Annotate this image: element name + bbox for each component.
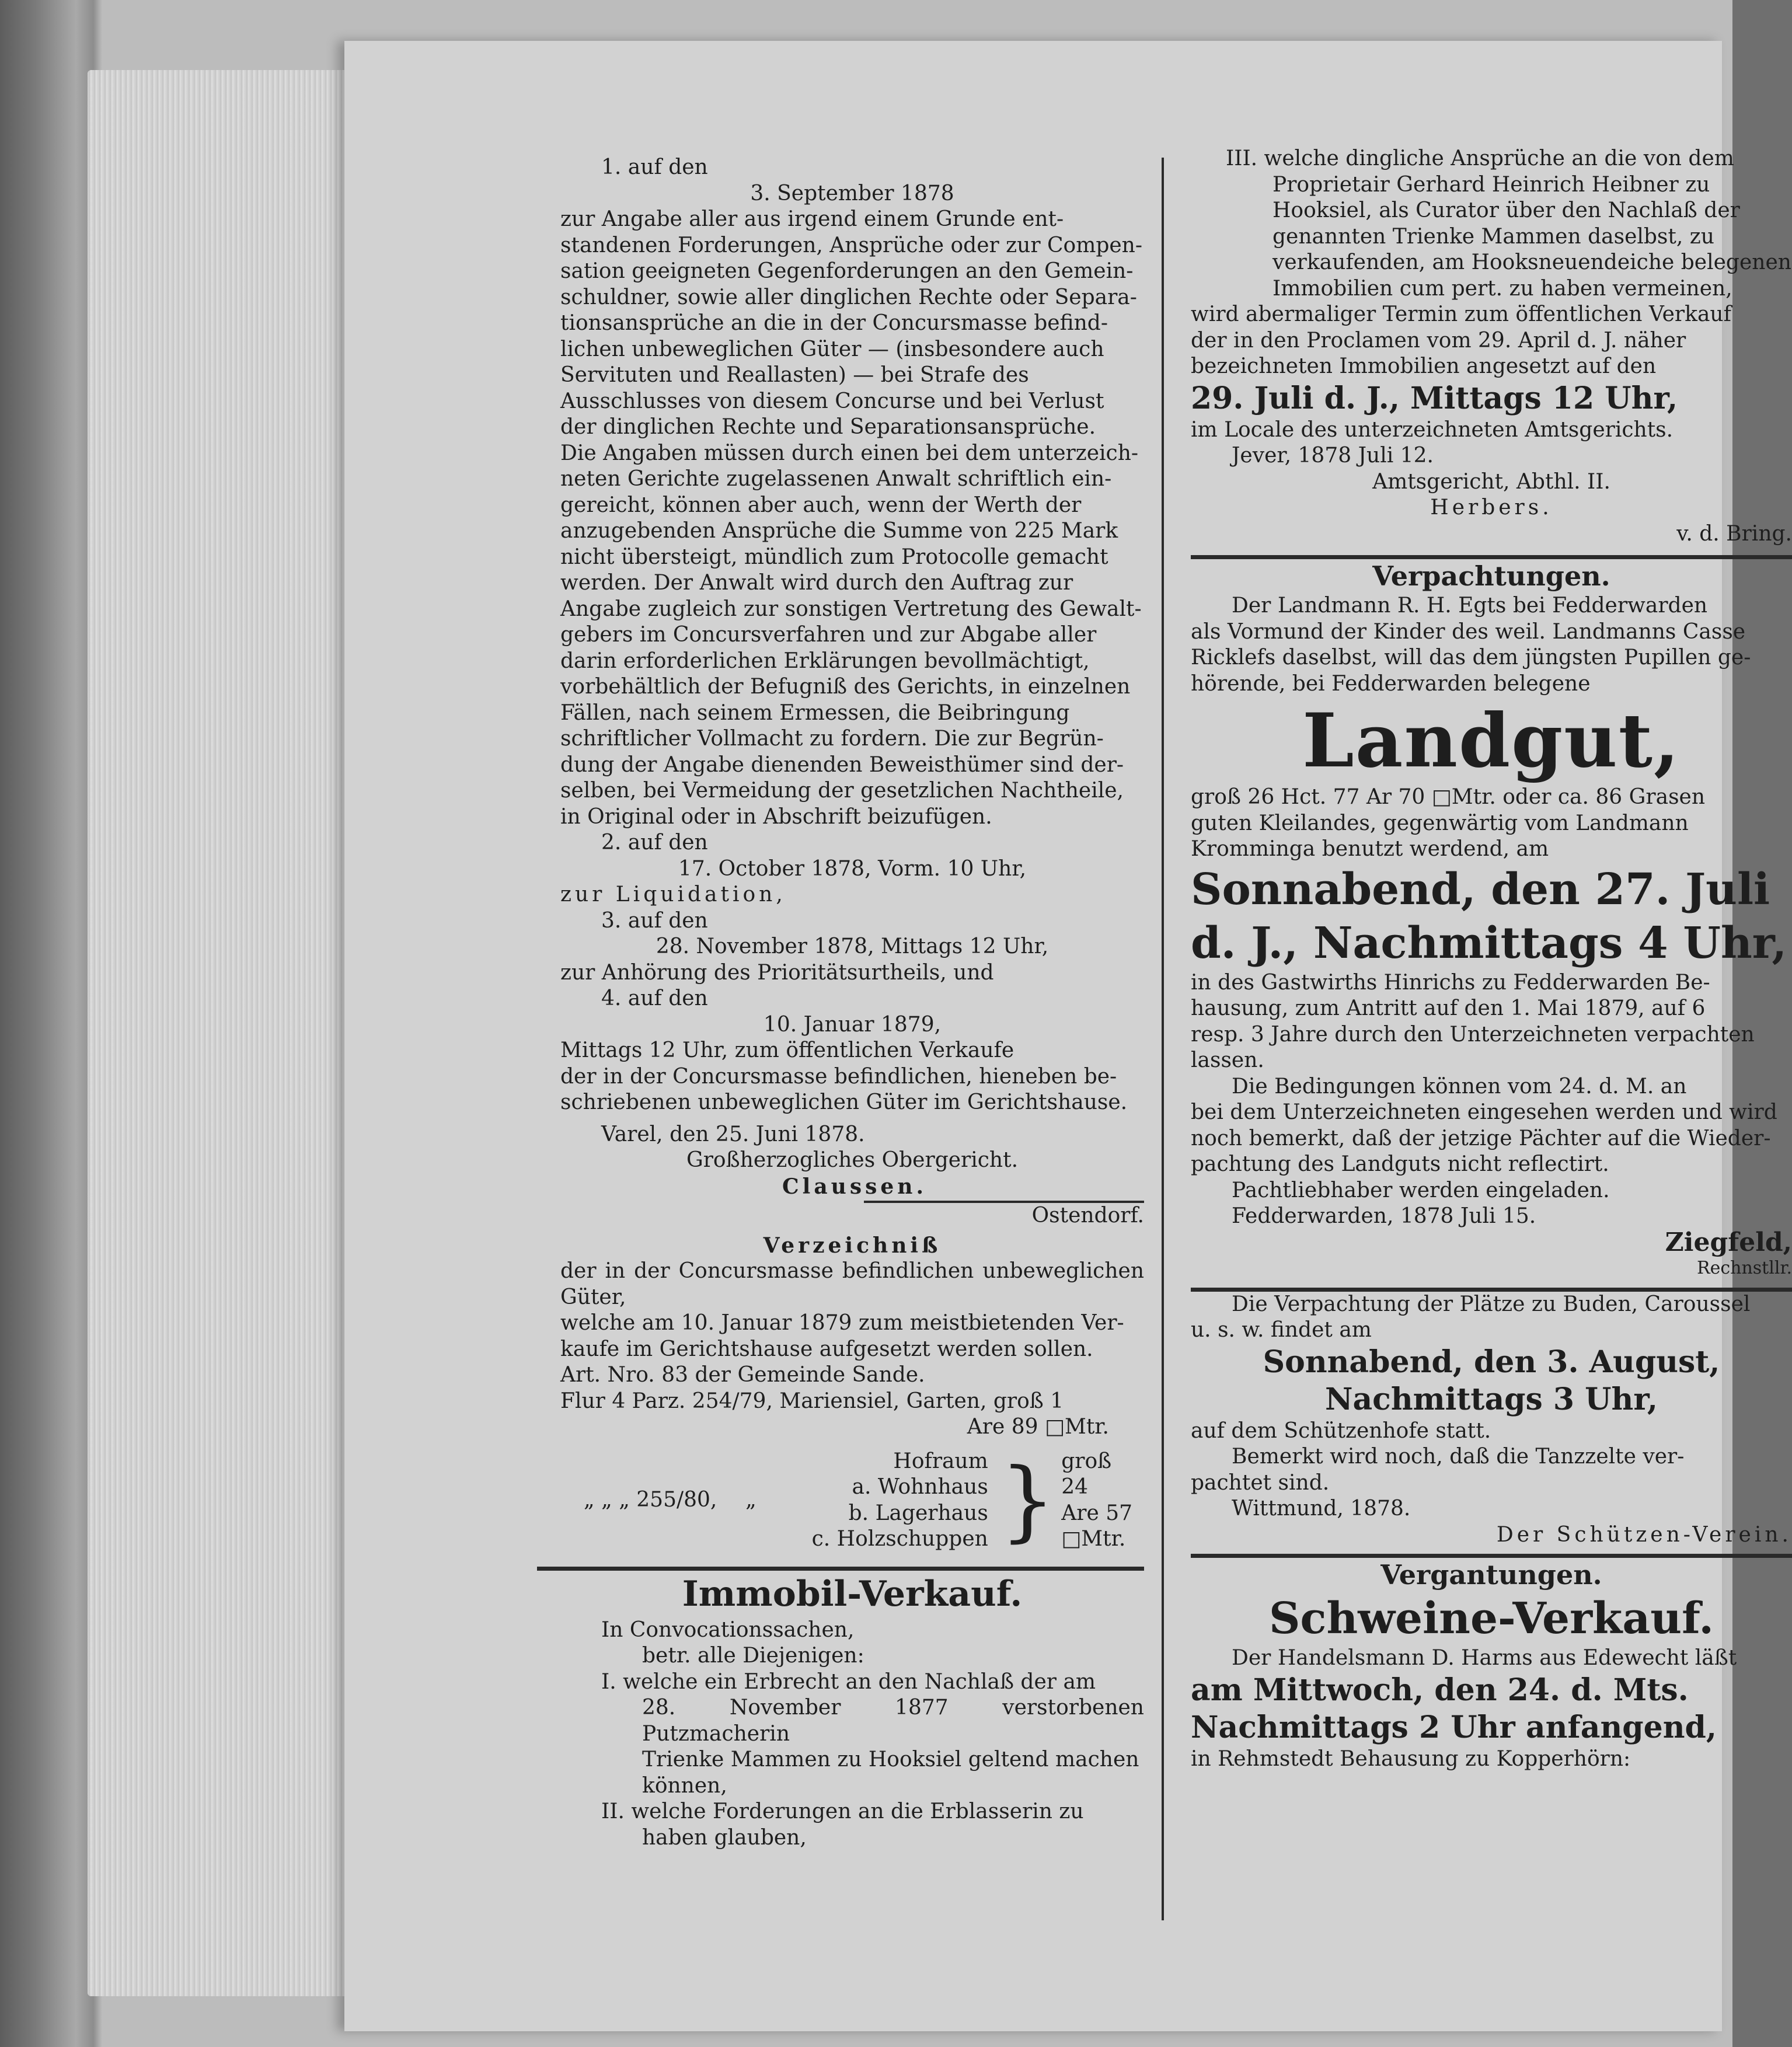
section-rule — [1191, 555, 1792, 559]
verzeichnis-title: Verzeichniß — [763, 1233, 942, 1258]
term1-line: vorbehältlich der Befugniß des Gerichts, in einzelnen — [560, 675, 1131, 699]
fedderwarden-date: Fedderwarden, 1878 Juli 15. — [1232, 1204, 1536, 1228]
verzeichnis-line: welche am 10. Januar 1879 zum meistbietenden Ver- — [560, 1311, 1124, 1335]
schuetzen-verein: Der Schützen-Verein. — [1496, 1522, 1792, 1547]
term1-line: schuldner, sowie aller dinglichen Rechte oder Separa- — [560, 285, 1137, 309]
jever-date: Jever, 1878 Juli 12. — [1232, 444, 1434, 468]
landgut-place-line: resp. 3 Jahre durch den Unterzeichneten verpachten — [1191, 1022, 1755, 1047]
landgut-title: Landgut, — [1302, 698, 1681, 784]
landgut-place-line: hausung, zum Antritt auf den 1. Mai 1879, auf 6 — [1191, 996, 1706, 1020]
newspaper-page — [344, 41, 1792, 2031]
term2-date: 17. October 1878, Vorm. 10 Uhr, — [678, 856, 1027, 881]
schweine-title: Schweine-Verkauf. — [1268, 1593, 1714, 1644]
term2 — [560, 830, 1144, 1116]
term4-line: Mittags 12 Uhr, zum öffentlichen Verkaufe — [560, 1038, 1014, 1062]
buden-section — [1191, 1292, 1792, 1344]
term2-num: 2. auf den — [601, 831, 708, 855]
immobil-I-line: I. welche ein Erbrecht an den Nachlaß der am — [601, 1669, 1096, 1694]
term1-line: selben, bei Vermeidung der gesetzlichen Nachtheile, — [560, 779, 1124, 803]
schweine-place-line: in Rehmstedt Behausung zu Kopperhörn: — [1191, 1746, 1631, 1771]
landgut-place-line: in des Gastwirths Hinrichs zu Fedderwarden Be- — [1191, 970, 1710, 995]
immobil-location: im Locale des unterzeichneten Amtsgerichts. — [1191, 417, 1674, 442]
landgut-cond-line: bei dem Unterzeichneten eingesehen werden und wird — [1191, 1100, 1777, 1124]
wittmund-date: Wittmund, 1878. — [1232, 1497, 1411, 1521]
immobil-section — [560, 1571, 1144, 1851]
term1-line: werden. Der Anwalt wird durch den Auftrag zur — [560, 571, 1073, 595]
buden-place: auf dem Schützenhofe statt. — [1191, 1418, 1491, 1443]
immobil-I-line: Trienke Mammen zu Hooksiel geltend machen — [642, 1748, 1139, 1771]
place-date: Varel, den 25. Juni 1878. — [601, 1122, 865, 1146]
term1-line: Fällen, nach seinem Ermessen, die Beibringung — [560, 700, 1070, 725]
term1-line: Angabe zugleich zur sonstigen Vertretung des Gewalt- — [560, 597, 1142, 621]
verpachtungen-title: Verpachtungen. — [1372, 560, 1610, 592]
term1-line: darin erforderlichen Erklärungen bevollmächtigt, — [560, 648, 1090, 673]
term1-line: Ausschlusses von diesem Concurse und bei Verlust — [560, 389, 1104, 413]
left-column — [560, 155, 1144, 1851]
buden-note: Bemerkt wird noch, daß die Tanzzelte ver- — [1232, 1445, 1685, 1469]
immobil-date: 29. Juli d. J., Mittags 12 Uhr, — [1191, 380, 1678, 416]
flur-line: Are 89 □Mtr. — [967, 1415, 1109, 1439]
term1-line: tionsansprüche an die in der Concursmasse befind- — [560, 311, 1108, 335]
schweine-date-1: am Mittwoch, den 24. d. Mts. — [1191, 1672, 1689, 1708]
amtsgericht: Amtsgericht, Abthl. II. — [1372, 469, 1610, 494]
term1-line: Servituten und Reallasten) — bei Strafe des — [560, 363, 1029, 387]
landgut-cond-line: Die Bedingungen können vom 24. d. M. an — [1232, 1074, 1687, 1099]
ziegfeld: Ziegfeld, — [1665, 1227, 1792, 1257]
parcel-label: „ „ „ 255/80, — [584, 1488, 717, 1512]
term1-line: in Original oder in Abschrift beizufügen. — [560, 804, 992, 829]
parcel-item: c. Holzschuppen — [811, 1527, 988, 1551]
parcel-item: a. Wohnhaus — [852, 1475, 988, 1499]
landgut-intro-line: Der Landmann R. H. Egts bei Fedderwarden — [1232, 594, 1708, 618]
right-column — [1191, 146, 1792, 1772]
parcel-table — [560, 1449, 1144, 1553]
landgut-intro-line: hörende, bei Fedderwarden belegene — [1191, 671, 1591, 696]
flur-line: Flur 4 Parz. 254/79, Mariensiel, Garten, groß 1 — [560, 1389, 1064, 1413]
schweine-intro — [1191, 1645, 1792, 1672]
buden-date-1: Sonnabend, den 3. August, — [1263, 1344, 1720, 1380]
landgut-cond-line: pachtung des Landguts nicht reflectirt. — [1191, 1152, 1609, 1176]
immobil-continued — [1191, 146, 1792, 380]
term4-date: 10. Januar 1879, — [763, 1012, 942, 1037]
landgut-intro-line: als Vormund der Kinder des weil. Landmanns Casse — [1191, 619, 1746, 644]
parcel-size-line: Are 57 — [1061, 1501, 1133, 1525]
immobil-II-line: II. welche Forderungen an die Erblasserin zu — [601, 1800, 1084, 1823]
closing — [560, 1122, 1144, 1229]
court-name: Großherzogliches Obergericht. — [686, 1148, 1019, 1172]
column-divider — [1162, 158, 1164, 1920]
landgut-place — [1191, 970, 1792, 1282]
term1-line: zur Angabe aller aus irgend einem Grunde ent- — [560, 207, 1064, 231]
immobil-intro: betr. alle Diejenigen: — [642, 1644, 864, 1668]
buden-closing — [1191, 1418, 1792, 1549]
term1-line: der dinglichen Rechte und Separationsansprüche. — [560, 415, 1096, 439]
term3-purpose: zur Anhörung des Prioritätsurtheils, und — [560, 960, 994, 985]
term1-line: gebers im Concursverfahren und zur Abgabe aller — [560, 623, 1097, 647]
immobil-title: Immobil-Verkauf. — [682, 1573, 1023, 1614]
landgut-desc-line: Kromminga benutzt werdend, am — [1191, 837, 1549, 861]
immobil-III-line: wird abermaliger Termin zum öffentlichen Verkauf — [1191, 302, 1731, 326]
verzeichnis-line: der in der Concursmasse befindlichen unbeweglichen Güter, — [560, 1259, 1144, 1309]
parcel-size-line: groß 24 — [1061, 1449, 1112, 1499]
bring: v. d. Bring. — [1676, 521, 1792, 546]
parcel-items — [780, 1449, 1000, 1553]
signature-row — [560, 1174, 1144, 1200]
parcel-quote: „ — [745, 1488, 756, 1512]
schweine-date-2: Nachmittags 2 Uhr anfangend, — [1191, 1709, 1717, 1745]
immobil-II-line: haben glauben, — [642, 1825, 807, 1850]
term3-date: 28. November 1878, Mittags 12 Uhr, — [656, 934, 1049, 958]
landgut-intro — [1191, 593, 1792, 697]
verzeichnis — [560, 1233, 1144, 1553]
term1-line: Die Angaben müssen durch einen bei dem unterzeich- — [560, 441, 1139, 465]
landgut-date-2: d. J., Nachmittags 4 Uhr, — [1191, 918, 1787, 968]
rechnstllr: Rechnstllr. — [1696, 1258, 1792, 1278]
pachtliebhaber: Pachtliebhaber werden eingeladen. — [1232, 1178, 1610, 1202]
section-rule — [1191, 1554, 1792, 1558]
term1-line: gereicht, können aber auch, wenn der Werth der — [560, 493, 1082, 517]
immobil-I-line: können, — [642, 1773, 727, 1798]
term4-line: der in der Concursmasse befindlichen, hieneben be- — [560, 1064, 1117, 1089]
verzeichnis-line: kaufe im Gerichtshause aufgesetzt werden sollen. — [560, 1337, 1093, 1361]
term1-num: 1. auf den — [601, 155, 708, 179]
ostendorf: Ostendorf. — [1031, 1204, 1144, 1227]
term3-num: 3. auf den — [601, 908, 708, 933]
landgut-desc-line: groß 26 Hct. 77 Ar 70 □Mtr. oder ca. 86 Grasen — [1191, 785, 1706, 809]
signature: Claussen. — [782, 1174, 927, 1199]
immobil-I-line: 28. November 1877 verstorbenen Putzmacherin — [642, 1696, 1144, 1746]
immobil-III-line: III. welche dingliche Ansprüche an die von dem — [1226, 147, 1734, 170]
buden-note: pachtet sind. — [1191, 1470, 1330, 1495]
term1-line: lichen unbeweglichen Güter — (insbesondere auch — [560, 337, 1104, 361]
immobil-III-line: Proprietair Gerhard Heinrich Heibner zu — [1272, 172, 1710, 197]
schweine-place — [1191, 1746, 1792, 1773]
buden-intro-line: u. s. w. findet am — [1191, 1318, 1372, 1342]
landgut-intro-line: Ricklefs daselbst, will das dem jüngsten Pupillen ge- — [1191, 646, 1751, 669]
section-rule — [537, 1567, 1144, 1571]
buden-date-2: Nachmittags 3 Uhr, — [1324, 1381, 1658, 1417]
parcel-item: Hofraum — [893, 1449, 988, 1473]
immobil-III-line: Hooksiel, als Curator über den Nachlaß der — [1272, 198, 1740, 222]
parcel-size-line: □Mtr. — [1061, 1527, 1126, 1551]
landgut-desc — [1191, 784, 1792, 863]
term1 — [560, 155, 1144, 830]
term1-line: anzugebenden Ansprüche die Summe von 225 Mark — [560, 519, 1118, 543]
vergantungen-title: Vergantungen. — [1380, 1559, 1602, 1591]
immobil-III-line: genannten Trienke Mammen daselbst, zu — [1272, 224, 1714, 249]
landgut-desc-line: guten Kleilandes, gegenwärtig vom Landmann — [1191, 811, 1689, 835]
term1-line: neten Gerichte zugelassenen Anwalt schriftlich ein- — [560, 467, 1112, 491]
term1-line: standenen Forderungen, Ansprüche oder zur Compen- — [560, 233, 1143, 257]
immobil-III-line: bezeichneten Immobilien angesetzt auf den — [1191, 354, 1657, 378]
immobil-III-line: verkaufenden, am Hooksneuendeiche belegenen — [1272, 250, 1791, 274]
landgut-date-1: Sonnabend, den 27. Juli — [1191, 864, 1770, 915]
schweine-intro-line: Der Handelsmann D. Harms aus Edewecht läßt — [1232, 1646, 1737, 1670]
page-stack-edges — [88, 70, 362, 1996]
term1-line: schriftlicher Vollmacht zu fordern. Die zur Begrün- — [560, 727, 1104, 751]
term1-date: 3. September 1878 — [750, 181, 954, 205]
buden-intro-line: Die Verpachtung der Plätze zu Buden, Caroussel — [1232, 1292, 1751, 1316]
art-line: Art. Nro. 83 der Gemeinde Sande. — [560, 1363, 925, 1387]
term1-line: sation geeigneten Gegenforderungen an den Gemein- — [560, 259, 1134, 283]
immobil-closing — [1191, 417, 1792, 548]
immobil-intro: In Convocationssachen, — [601, 1617, 855, 1642]
term2-purpose: zur Liquidation, — [560, 883, 786, 906]
term4-line: schriebenen unbeweglichen Güter im Gerichtshause. — [560, 1090, 1128, 1114]
section-rule — [1191, 1288, 1792, 1292]
immobil-III-line: Immobilien cum pert. zu haben vermeinen, — [1272, 276, 1732, 301]
landgut-place-line: lassen. — [1191, 1048, 1264, 1072]
herbers: Herbers. — [1430, 496, 1553, 519]
parcel-size — [1055, 1449, 1144, 1553]
term4-num: 4. auf den — [601, 986, 708, 1010]
landgut-cond-line: noch bemerkt, daß der jetzige Pächter auf die Wieder- — [1191, 1126, 1771, 1150]
parcel-item: b. Lagerhaus — [848, 1501, 988, 1525]
immobil-III-line: der in den Proclamen vom 29. April d. J. näher — [1191, 328, 1686, 353]
term1-line: nicht übersteigt, mündlich zum Protocolle gemacht — [560, 545, 1108, 569]
brace-icon: } — [999, 1449, 1056, 1551]
term1-line: dung der Angabe dienenden Beweisthümer sind der- — [560, 752, 1124, 777]
